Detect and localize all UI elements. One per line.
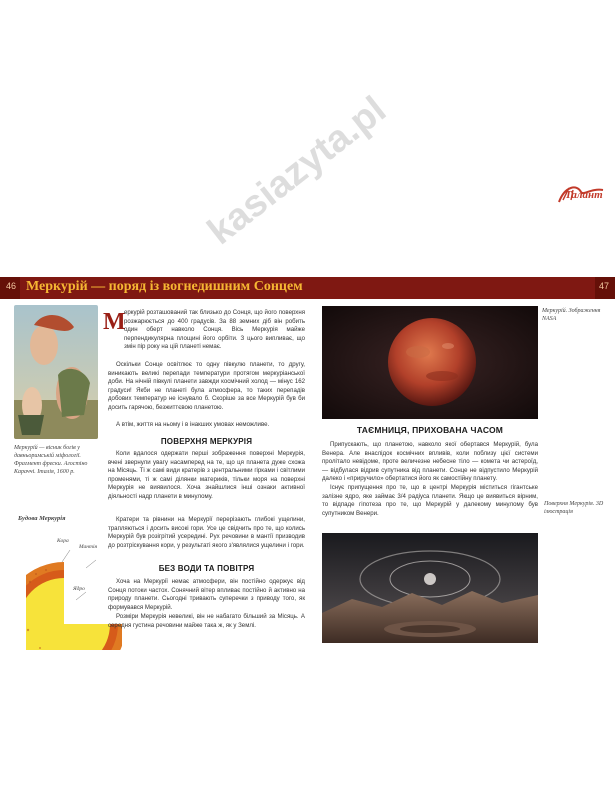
label-mantle: Мантія [79,544,98,550]
mystery-paragraph-1: Припускають, що планетою, навколо якої обертався Меркурій, була Венера. Але внаслідок космічних впливів, коли поблизу цієї системи пролітало невідоме, проте величезне небесне тіло — комета чи астероїд, — відбулася відрив супутника від планети. Сонце не відпустило Меркурій далеко і «приручило» обертатися його як самостійну планету. [322,441,538,483]
mars-caption: Меркурій. Зображення NASA [542,308,601,322]
section-title-mystery: ТАЄМНИЦЯ, ПРИХОВАНА ЧАСОМ [356,425,504,435]
fresco-image [14,305,98,439]
chapter-header [0,277,615,299]
mystery-paragraph-2: Існує припущення про те, що в центрі Меркурія міститься гігантське залізне ядро, яке займає 3/4 радіуса планети. Якщо це виявиться вірним, то відпаде гіпотеза про те, що Меркурій у далекому минулому був супутником Венери. [322,484,538,517]
chapter-title: Меркурій — поряд із вогнедишним Сонцем [26,279,303,294]
page-number-right: 47 [598,281,609,291]
intro-paragraph-2: Оскільки Сонце освітлює то одну півкулю планети, то другу, виникають великі перепади температури протягом меркуріанської доби. На нічній півкулі планети завжди космічний холод — мінус 162 градуси! Якби не планеті була атмосфера, то таких перепадів добових температур не існувало б. Скоріше за все Меркурій був би досить гарячою, безжиттєвою планетою. [108,361,305,411]
surface-paragraph-1: Коли вдалося одержати перші зображення поверхні Меркурія, вчені звернули увагу насамперед на те, що ця планета дуже схожа на Місяць. Ті ж самі види кратерів з центральними гірками і світлими променями, ті ж самі ділянки материків, тільки моря на поверхні Меркурія не виявилося. Хоча знайшлися інші ознаки активної діяльності надр планети в минулому. [108,450,305,500]
intro-paragraph-3: А втім, життя на ньому і в інакших умовах неможливе. [116,421,270,428]
section-title-no-water: БЕЗ ВОДИ ТА ПОВІТРЯ [158,564,255,573]
mercury-nasa-image [322,306,538,419]
watermark-text: kasiazyta.pl [200,88,394,254]
no-water-paragraph-2: Розміри Меркурія невеликі, він не набагато більший за Місяць. А середня густина речовини майже така ж, як у Землі. [108,613,305,629]
no-water-paragraph-1: Хоча на Меркурії немає атмосфери, він постійно одержує від Сонця потоки частох. Сонячний вітер впливає постійно й активно на природу планети. Сьогодні тривають суперечки з приводу того, як формувався Меркурій. [108,578,305,611]
publisher-logo [555,182,607,208]
surface-paragraph-2: Кратери та рівнини на Меркурії перерізають глибокі ущелини, трапляються і досить високі гори. Усе це свідчить про те, що колись Меркурій був розігрітий усередині. Рух речовини в мантії призводив до розтріскування кори, у результаті якого з'являлися ущелини і гори. [108,516,305,549]
core-diagram-title: Будова Меркурія [18,515,66,522]
section-title-surface: ПОВЕРХНЯ МЕРКУРІЯ [160,437,253,446]
intro-paragraph-1: еркурій розташований так близько до Сонця, що його поверхня розжарюється до 400 градусів. За 88 земних діб він робить один оберт навколо Сонця. Вісь Меркурія майже перпендикулярна площині його орбіти. З цього випливає, що змін пір року на цій планеті немає. [124,309,305,351]
label-crust: Кора [57,538,69,544]
surface-caption: Поверхня Меркурія. 3D ілюстрація [544,501,604,515]
fresco-caption: Меркурій — вісник богів у давньоримській міфології. Фрагмент фрески. Агостіно Караччі. Італія, 1600 р. [14,445,88,475]
mercury-surface-image [322,533,538,643]
label-core: Ядро [73,586,85,592]
logo-text: Талант [565,189,603,201]
page-number-left: 46 [6,281,17,291]
drop-cap: М [103,309,126,335]
